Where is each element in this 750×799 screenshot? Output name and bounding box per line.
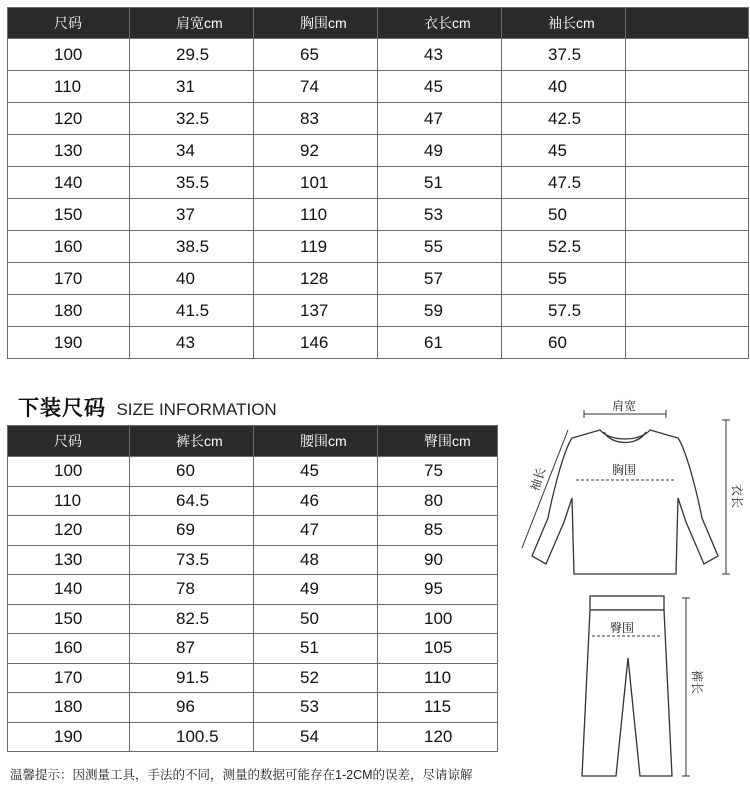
table-cell: 140 xyxy=(8,575,130,605)
blank-cell xyxy=(626,231,749,263)
table-cell: 146 xyxy=(254,327,378,359)
table-cell: 170 xyxy=(8,263,130,295)
table-cell: 55 xyxy=(378,231,502,263)
section-title-cn: 下装尺码 xyxy=(18,397,106,420)
table-cell: 150 xyxy=(8,604,130,634)
table-cell: 150 xyxy=(8,199,130,231)
table-cell: 49 xyxy=(254,575,378,605)
header-pants-length: 裤长cm xyxy=(130,426,254,457)
table-cell: 40 xyxy=(130,263,254,295)
table-cell: 110 xyxy=(378,663,498,693)
table-cell: 60 xyxy=(130,457,254,487)
header-size: 尺码 xyxy=(8,8,130,39)
table-cell: 64.5 xyxy=(130,486,254,516)
table-cell: 65 xyxy=(254,39,378,71)
table-cell: 32.5 xyxy=(130,103,254,135)
table-cell: 90 xyxy=(378,545,498,575)
top-size-table xyxy=(7,7,749,359)
table-row xyxy=(8,457,498,487)
section-title-en: SIZE INFORMATION xyxy=(116,400,277,419)
header-hip: 臀围cm xyxy=(378,426,498,457)
footnote: 温馨提示：因测量工具，手法的不同，测量的数据可能存在1-2CM的误差，尽请谅解 xyxy=(10,768,473,782)
table-cell: 120 xyxy=(378,722,498,752)
table-cell: 57 xyxy=(378,263,502,295)
bottom-table-header-row xyxy=(8,426,498,457)
table-cell: 45 xyxy=(254,457,378,487)
table-cell: 87 xyxy=(130,634,254,664)
header-blank xyxy=(626,8,749,39)
table-cell: 40 xyxy=(502,71,626,103)
header-length: 衣长cm xyxy=(378,8,502,39)
table-cell: 100 xyxy=(8,39,130,71)
blank-cell xyxy=(626,167,749,199)
table-cell: 91.5 xyxy=(130,663,254,693)
table-cell: 92 xyxy=(254,135,378,167)
table-cell: 85 xyxy=(378,516,498,546)
table-cell: 190 xyxy=(8,722,130,752)
table-cell: 34 xyxy=(130,135,254,167)
table-cell: 43 xyxy=(130,327,254,359)
hip-label: 臀围 xyxy=(610,621,635,635)
table-row xyxy=(8,693,498,723)
table-row xyxy=(8,295,749,327)
section-heading xyxy=(18,392,277,422)
table-cell: 47 xyxy=(254,516,378,546)
table-cell: 110 xyxy=(8,71,130,103)
table-cell: 46 xyxy=(254,486,378,516)
table-row xyxy=(8,575,498,605)
table-cell: 45 xyxy=(378,71,502,103)
table-row xyxy=(8,722,498,752)
bottom-size-table xyxy=(7,425,498,752)
table-cell: 130 xyxy=(8,545,130,575)
table-row xyxy=(8,103,749,135)
table-cell: 53 xyxy=(254,693,378,723)
table-cell: 120 xyxy=(8,516,130,546)
table-cell: 110 xyxy=(254,199,378,231)
table-cell: 120 xyxy=(8,103,130,135)
table-cell: 37.5 xyxy=(502,39,626,71)
table-cell: 82.5 xyxy=(130,604,254,634)
table-cell: 95 xyxy=(378,575,498,605)
body-length-measure xyxy=(722,420,730,574)
table-cell: 180 xyxy=(8,295,130,327)
table-cell: 52.5 xyxy=(502,231,626,263)
table-cell: 101 xyxy=(254,167,378,199)
table-cell: 51 xyxy=(254,634,378,664)
table-row xyxy=(8,545,498,575)
table-cell: 160 xyxy=(8,634,130,664)
blank-cell xyxy=(626,263,749,295)
table-cell: 69 xyxy=(130,516,254,546)
blank-cell xyxy=(626,135,749,167)
table-cell: 50 xyxy=(502,199,626,231)
body-length-label: 衣长 xyxy=(730,484,744,509)
table-row xyxy=(8,71,749,103)
table-cell: 45 xyxy=(502,135,626,167)
table-cell: 53 xyxy=(378,199,502,231)
table-cell: 60 xyxy=(502,327,626,359)
shoulder-label: 肩宽 xyxy=(612,399,637,413)
table-cell: 52 xyxy=(254,663,378,693)
header-chest: 胸围cm xyxy=(254,8,378,39)
table-cell: 100 xyxy=(378,604,498,634)
table-row xyxy=(8,663,498,693)
table-cell: 110 xyxy=(8,486,130,516)
pants-length-measure xyxy=(682,598,690,776)
pants-length-label: 裤长 xyxy=(690,670,704,695)
table-row xyxy=(8,167,749,199)
blank-cell xyxy=(626,199,749,231)
chest-label: 胸围 xyxy=(612,463,637,477)
table-cell: 75 xyxy=(378,457,498,487)
table-cell: 100.5 xyxy=(130,722,254,752)
table-cell: 47 xyxy=(378,103,502,135)
blank-cell xyxy=(626,295,749,327)
table-cell: 83 xyxy=(254,103,378,135)
table-row xyxy=(8,231,749,263)
table-cell: 48 xyxy=(254,545,378,575)
table-cell: 190 xyxy=(8,327,130,359)
table-cell: 31 xyxy=(130,71,254,103)
table-cell: 37 xyxy=(130,199,254,231)
blank-cell xyxy=(626,39,749,71)
blank-cell xyxy=(626,103,749,135)
table-cell: 35.5 xyxy=(130,167,254,199)
header-shoulder: 肩宽cm xyxy=(130,8,254,39)
table-cell: 59 xyxy=(378,295,502,327)
table-cell: 137 xyxy=(254,295,378,327)
table-cell: 50 xyxy=(254,604,378,634)
table-cell: 80 xyxy=(378,486,498,516)
table-cell: 105 xyxy=(378,634,498,664)
header-sleeve: 袖长cm xyxy=(502,8,626,39)
table-row xyxy=(8,135,749,167)
table-cell: 55 xyxy=(502,263,626,295)
table-cell: 57.5 xyxy=(502,295,626,327)
blank-cell xyxy=(626,327,749,359)
table-cell: 42.5 xyxy=(502,103,626,135)
table-cell: 51 xyxy=(378,167,502,199)
header-waist: 腰围cm xyxy=(254,426,378,457)
table-cell: 38.5 xyxy=(130,231,254,263)
table-cell: 74 xyxy=(254,71,378,103)
table-cell: 29.5 xyxy=(130,39,254,71)
table-cell: 73.5 xyxy=(130,545,254,575)
table-cell: 43 xyxy=(378,39,502,71)
table-cell: 96 xyxy=(130,693,254,723)
table-row xyxy=(8,327,749,359)
table-cell: 49 xyxy=(378,135,502,167)
table-cell: 170 xyxy=(8,663,130,693)
measurement-diagram xyxy=(500,388,750,793)
table-cell: 128 xyxy=(254,263,378,295)
table-row xyxy=(8,39,749,71)
table-cell: 61 xyxy=(378,327,502,359)
table-row xyxy=(8,516,498,546)
table-row xyxy=(8,199,749,231)
table-cell: 140 xyxy=(8,167,130,199)
sleeve-label: 袖长 xyxy=(527,465,549,493)
table-cell: 160 xyxy=(8,231,130,263)
table-row xyxy=(8,486,498,516)
top-table-header-row xyxy=(8,8,749,39)
table-cell: 130 xyxy=(8,135,130,167)
table-row xyxy=(8,634,498,664)
header-size: 尺码 xyxy=(8,426,130,457)
table-cell: 41.5 xyxy=(130,295,254,327)
table-cell: 78 xyxy=(130,575,254,605)
table-cell: 180 xyxy=(8,693,130,723)
table-cell: 119 xyxy=(254,231,378,263)
table-cell: 54 xyxy=(254,722,378,752)
table-cell: 100 xyxy=(8,457,130,487)
table-cell: 47.5 xyxy=(502,167,626,199)
table-cell: 115 xyxy=(378,693,498,723)
blank-cell xyxy=(626,71,749,103)
table-row xyxy=(8,604,498,634)
table-row xyxy=(8,263,749,295)
